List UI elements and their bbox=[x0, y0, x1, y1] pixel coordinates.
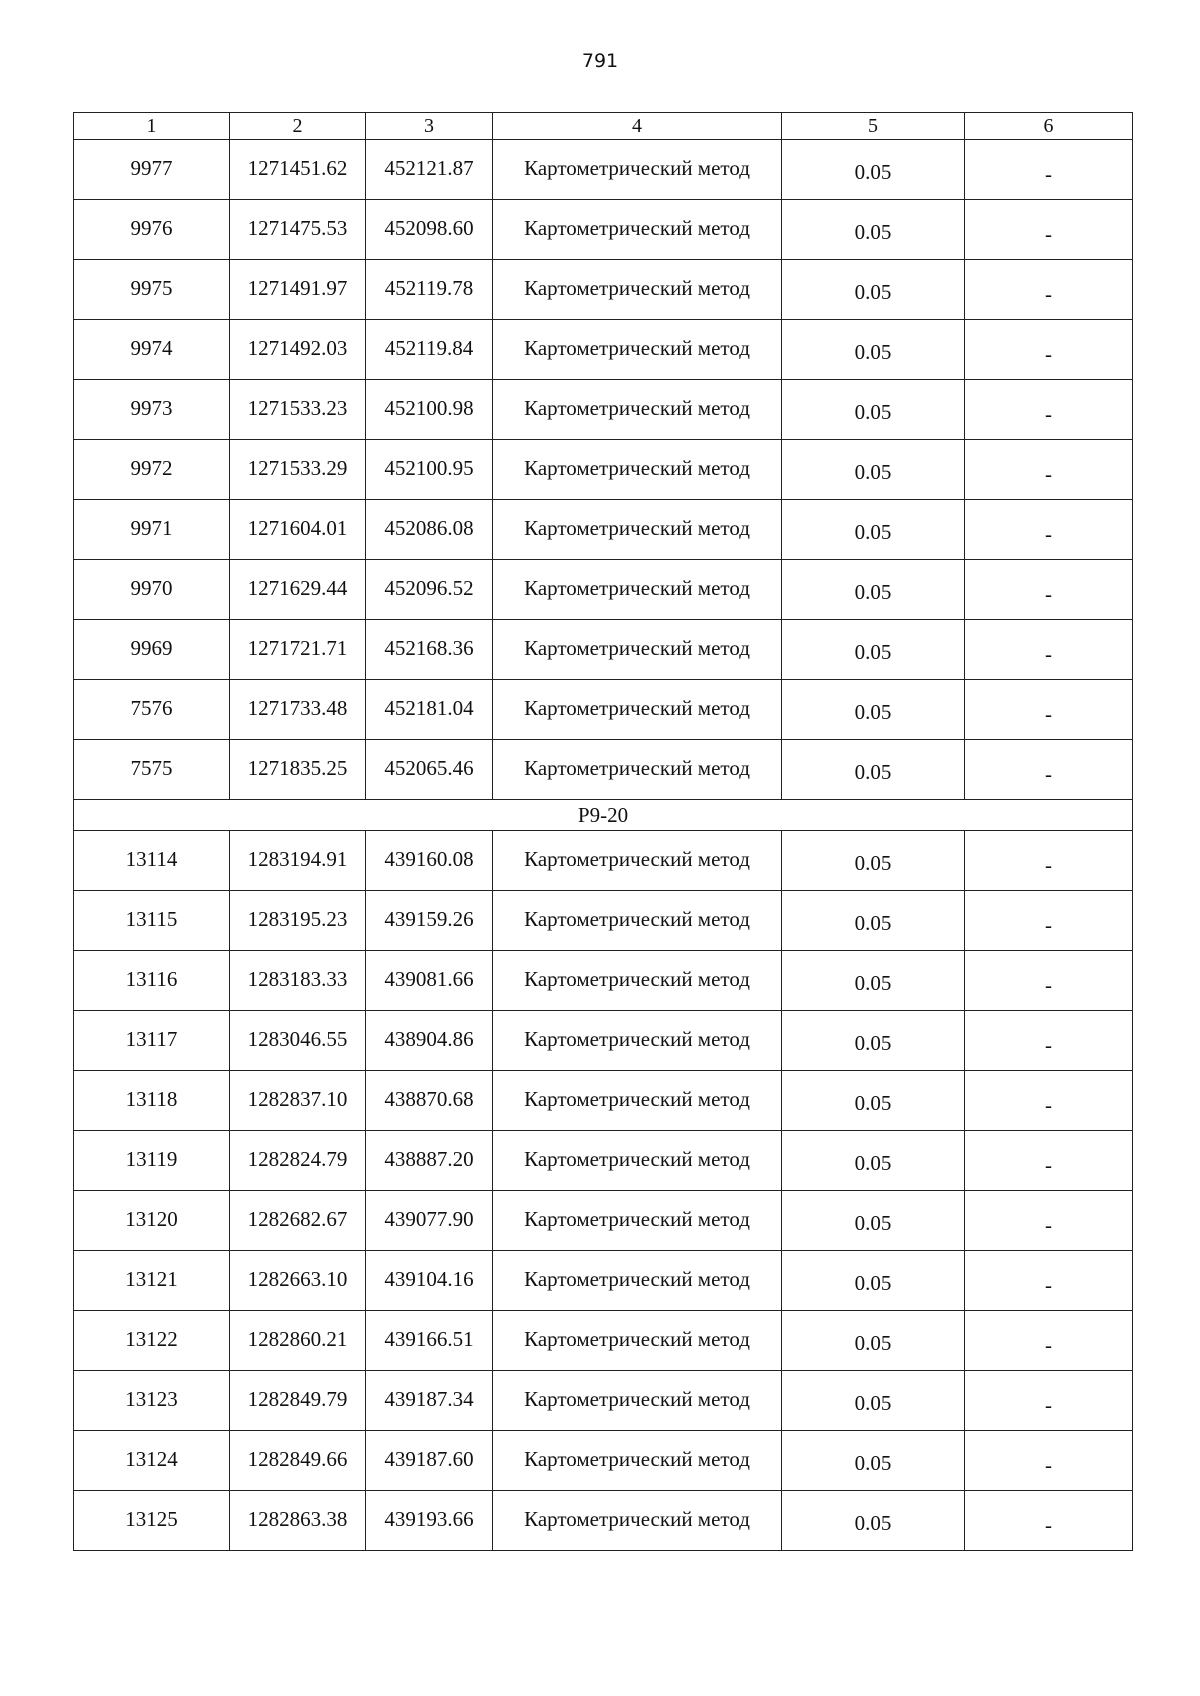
table-row bbox=[74, 1251, 1133, 1311]
method-cell: Картометрический метод bbox=[493, 380, 782, 440]
note-cell: - bbox=[965, 1071, 1133, 1131]
x-coordinate-cell: 1271451.62 bbox=[230, 140, 366, 200]
note-cell: - bbox=[965, 140, 1133, 200]
header-cell: 4 bbox=[493, 113, 782, 140]
x-coordinate-cell: 1271629.44 bbox=[230, 560, 366, 620]
note-cell: - bbox=[965, 1431, 1133, 1491]
point-number-cell: 9976 bbox=[74, 200, 230, 260]
x-coordinate-cell: 1271533.23 bbox=[230, 380, 366, 440]
point-number-cell: 7575 bbox=[74, 740, 230, 800]
point-number-cell: 9977 bbox=[74, 140, 230, 200]
accuracy-cell: 0.05 bbox=[782, 620, 965, 680]
y-coordinate-cell: 452119.78 bbox=[366, 260, 493, 320]
table-row bbox=[74, 320, 1133, 380]
x-coordinate-cell: 1282824.79 bbox=[230, 1131, 366, 1191]
method-cell: Картометрический метод bbox=[493, 200, 782, 260]
header-row bbox=[74, 113, 1133, 140]
accuracy-cell: 0.05 bbox=[782, 320, 965, 380]
accuracy-cell: 0.05 bbox=[782, 1131, 965, 1191]
header-cell: 5 bbox=[782, 113, 965, 140]
table-row bbox=[74, 560, 1133, 620]
section-title: Р9-20 bbox=[74, 800, 1133, 831]
note-cell: - bbox=[965, 891, 1133, 951]
table-row bbox=[74, 500, 1133, 560]
accuracy-cell: 0.05 bbox=[782, 831, 965, 891]
method-cell: Картометрический метод bbox=[493, 140, 782, 200]
method-cell: Картометрический метод bbox=[493, 831, 782, 891]
note-cell: - bbox=[965, 560, 1133, 620]
method-cell: Картометрический метод bbox=[493, 1131, 782, 1191]
accuracy-cell: 0.05 bbox=[782, 1311, 965, 1371]
method-cell: Картометрический метод bbox=[493, 320, 782, 380]
point-number-cell: 13117 bbox=[74, 1011, 230, 1071]
accuracy-cell: 0.05 bbox=[782, 891, 965, 951]
note-cell: - bbox=[965, 500, 1133, 560]
y-coordinate-cell: 438887.20 bbox=[366, 1131, 493, 1191]
note-cell: - bbox=[965, 1311, 1133, 1371]
section-header-row bbox=[74, 800, 1133, 831]
method-cell: Картометрический метод bbox=[493, 1011, 782, 1071]
y-coordinate-cell: 452065.46 bbox=[366, 740, 493, 800]
table-row bbox=[74, 140, 1133, 200]
y-coordinate-cell: 452181.04 bbox=[366, 680, 493, 740]
y-coordinate-cell: 439166.51 bbox=[366, 1311, 493, 1371]
x-coordinate-cell: 1282863.38 bbox=[230, 1491, 366, 1551]
accuracy-cell: 0.05 bbox=[782, 1071, 965, 1131]
header-cell: 1 bbox=[74, 113, 230, 140]
accuracy-cell: 0.05 bbox=[782, 560, 965, 620]
accuracy-cell: 0.05 bbox=[782, 1431, 965, 1491]
y-coordinate-cell: 452100.95 bbox=[366, 440, 493, 500]
x-coordinate-cell: 1282849.79 bbox=[230, 1371, 366, 1431]
x-coordinate-cell: 1282663.10 bbox=[230, 1251, 366, 1311]
y-coordinate-cell: 438904.86 bbox=[366, 1011, 493, 1071]
header-cell: 3 bbox=[366, 113, 493, 140]
note-cell: - bbox=[965, 951, 1133, 1011]
table-row bbox=[74, 1071, 1133, 1131]
note-cell: - bbox=[965, 1131, 1133, 1191]
x-coordinate-cell: 1283046.55 bbox=[230, 1011, 366, 1071]
point-number-cell: 7576 bbox=[74, 680, 230, 740]
point-number-cell: 13118 bbox=[74, 1071, 230, 1131]
x-coordinate-cell: 1271604.01 bbox=[230, 500, 366, 560]
accuracy-cell: 0.05 bbox=[782, 1011, 965, 1071]
note-cell: - bbox=[965, 620, 1133, 680]
method-cell: Картометрический метод bbox=[493, 560, 782, 620]
note-cell: - bbox=[965, 260, 1133, 320]
accuracy-cell: 0.05 bbox=[782, 140, 965, 200]
accuracy-cell: 0.05 bbox=[782, 951, 965, 1011]
note-cell: - bbox=[965, 380, 1133, 440]
method-cell: Картометрический метод bbox=[493, 260, 782, 320]
table-row bbox=[74, 260, 1133, 320]
accuracy-cell: 0.05 bbox=[782, 740, 965, 800]
table-row bbox=[74, 831, 1133, 891]
y-coordinate-cell: 452096.52 bbox=[366, 560, 493, 620]
point-number-cell: 9969 bbox=[74, 620, 230, 680]
note-cell: - bbox=[965, 1251, 1133, 1311]
accuracy-cell: 0.05 bbox=[782, 1251, 965, 1311]
accuracy-cell: 0.05 bbox=[782, 260, 965, 320]
point-number-cell: 13124 bbox=[74, 1431, 230, 1491]
point-number-cell: 9971 bbox=[74, 500, 230, 560]
note-cell: - bbox=[965, 1371, 1133, 1431]
point-number-cell: 9972 bbox=[74, 440, 230, 500]
accuracy-cell: 0.05 bbox=[782, 1191, 965, 1251]
accuracy-cell: 0.05 bbox=[782, 1491, 965, 1551]
y-coordinate-cell: 452168.36 bbox=[366, 620, 493, 680]
method-cell: Картометрический метод bbox=[493, 620, 782, 680]
header-cell: 6 bbox=[965, 113, 1133, 140]
y-coordinate-cell: 439193.66 bbox=[366, 1491, 493, 1551]
x-coordinate-cell: 1271721.71 bbox=[230, 620, 366, 680]
y-coordinate-cell: 439160.08 bbox=[366, 831, 493, 891]
point-number-cell: 9973 bbox=[74, 380, 230, 440]
note-cell: - bbox=[965, 1011, 1133, 1071]
method-cell: Картометрический метод bbox=[493, 1251, 782, 1311]
table-row bbox=[74, 440, 1133, 500]
method-cell: Картометрический метод bbox=[493, 951, 782, 1011]
accuracy-cell: 0.05 bbox=[782, 680, 965, 740]
page-number: 791 bbox=[581, 50, 619, 72]
table-row bbox=[74, 951, 1133, 1011]
x-coordinate-cell: 1283183.33 bbox=[230, 951, 366, 1011]
point-number-cell: 13122 bbox=[74, 1311, 230, 1371]
point-number-cell: 13116 bbox=[74, 951, 230, 1011]
table-row bbox=[74, 740, 1133, 800]
accuracy-cell: 0.05 bbox=[782, 500, 965, 560]
table-row bbox=[74, 1191, 1133, 1251]
table-row bbox=[74, 620, 1133, 680]
method-cell: Картометрический метод bbox=[493, 500, 782, 560]
point-number-cell: 9974 bbox=[74, 320, 230, 380]
y-coordinate-cell: 439187.60 bbox=[366, 1431, 493, 1491]
x-coordinate-cell: 1271491.97 bbox=[230, 260, 366, 320]
method-cell: Картометрический метод bbox=[493, 680, 782, 740]
point-number-cell: 13114 bbox=[74, 831, 230, 891]
table-row bbox=[74, 1491, 1133, 1551]
x-coordinate-cell: 1271835.25 bbox=[230, 740, 366, 800]
y-coordinate-cell: 452121.87 bbox=[366, 140, 493, 200]
y-coordinate-cell: 439081.66 bbox=[366, 951, 493, 1011]
note-cell: - bbox=[965, 320, 1133, 380]
x-coordinate-cell: 1283195.23 bbox=[230, 891, 366, 951]
accuracy-cell: 0.05 bbox=[782, 1371, 965, 1431]
y-coordinate-cell: 452119.84 bbox=[366, 320, 493, 380]
accuracy-cell: 0.05 bbox=[782, 380, 965, 440]
note-cell: - bbox=[965, 680, 1133, 740]
table-row bbox=[74, 380, 1133, 440]
method-cell: Картометрический метод bbox=[493, 1311, 782, 1371]
method-cell: Картометрический метод bbox=[493, 1491, 782, 1551]
point-number-cell: 9975 bbox=[74, 260, 230, 320]
x-coordinate-cell: 1271533.29 bbox=[230, 440, 366, 500]
table-row bbox=[74, 1431, 1133, 1491]
note-cell: - bbox=[965, 1191, 1133, 1251]
point-number-cell: 13125 bbox=[74, 1491, 230, 1551]
table-row bbox=[74, 200, 1133, 260]
x-coordinate-cell: 1271733.48 bbox=[230, 680, 366, 740]
note-cell: - bbox=[965, 440, 1133, 500]
note-cell: - bbox=[965, 200, 1133, 260]
method-cell: Картометрический метод bbox=[493, 891, 782, 951]
note-cell: - bbox=[965, 740, 1133, 800]
x-coordinate-cell: 1271492.03 bbox=[230, 320, 366, 380]
method-cell: Картометрический метод bbox=[493, 1071, 782, 1131]
y-coordinate-cell: 439159.26 bbox=[366, 891, 493, 951]
table-row bbox=[74, 680, 1133, 740]
x-coordinate-cell: 1271475.53 bbox=[230, 200, 366, 260]
y-coordinate-cell: 439077.90 bbox=[366, 1191, 493, 1251]
accuracy-cell: 0.05 bbox=[782, 200, 965, 260]
accuracy-cell: 0.05 bbox=[782, 440, 965, 500]
note-cell: - bbox=[965, 1491, 1133, 1551]
table-header bbox=[74, 113, 1133, 140]
y-coordinate-cell: 452098.60 bbox=[366, 200, 493, 260]
coordinates-table bbox=[73, 112, 1133, 1551]
y-coordinate-cell: 452100.98 bbox=[366, 380, 493, 440]
note-cell: - bbox=[965, 831, 1133, 891]
x-coordinate-cell: 1282849.66 bbox=[230, 1431, 366, 1491]
method-cell: Картометрический метод bbox=[493, 1371, 782, 1431]
method-cell: Картометрический метод bbox=[493, 1191, 782, 1251]
y-coordinate-cell: 439187.34 bbox=[366, 1371, 493, 1431]
x-coordinate-cell: 1282837.10 bbox=[230, 1071, 366, 1131]
table-row bbox=[74, 1371, 1133, 1431]
x-coordinate-cell: 1283194.91 bbox=[230, 831, 366, 891]
table-body bbox=[74, 140, 1133, 1551]
y-coordinate-cell: 438870.68 bbox=[366, 1071, 493, 1131]
header-cell: 2 bbox=[230, 113, 366, 140]
method-cell: Картометрический метод bbox=[493, 440, 782, 500]
x-coordinate-cell: 1282682.67 bbox=[230, 1191, 366, 1251]
table-row bbox=[74, 891, 1133, 951]
method-cell: Картометрический метод bbox=[493, 1431, 782, 1491]
x-coordinate-cell: 1282860.21 bbox=[230, 1311, 366, 1371]
method-cell: Картометрический метод bbox=[493, 740, 782, 800]
y-coordinate-cell: 439104.16 bbox=[366, 1251, 493, 1311]
point-number-cell: 13121 bbox=[74, 1251, 230, 1311]
point-number-cell: 13120 bbox=[74, 1191, 230, 1251]
table-row bbox=[74, 1311, 1133, 1371]
point-number-cell: 13119 bbox=[74, 1131, 230, 1191]
point-number-cell: 13123 bbox=[74, 1371, 230, 1431]
table-row bbox=[74, 1131, 1133, 1191]
point-number-cell: 13115 bbox=[74, 891, 230, 951]
point-number-cell: 9970 bbox=[74, 560, 230, 620]
y-coordinate-cell: 452086.08 bbox=[366, 500, 493, 560]
table-row bbox=[74, 1011, 1133, 1071]
